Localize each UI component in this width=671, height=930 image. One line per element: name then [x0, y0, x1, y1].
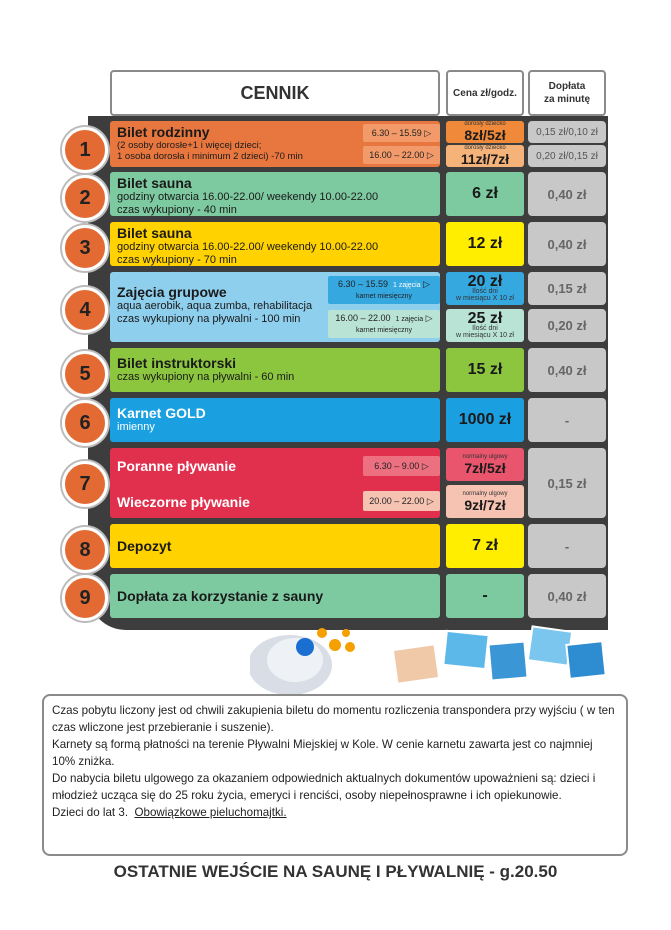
- price-5: 15 zł: [446, 348, 524, 392]
- header-surcharge: [528, 70, 606, 116]
- row-sub1: godziny otwarcia 16.00-22.00/ weekendy 10.00-22.00: [117, 241, 379, 253]
- row-sub2: czas wykupiony - 70 min: [117, 253, 237, 266]
- price-note: w miesiącu X 10 zł: [456, 332, 514, 339]
- price-6: 1000 zł: [446, 398, 524, 442]
- header-price-label: Cena zł/godz.: [453, 87, 517, 99]
- note-ulgowy: Do nabycia biletu ulgowego za okazaniem odpowiednich aktualnych dokumentów upoważnieni są: dzieci i młodzież ucząca się do 25 roku życia, emeryci i renciści, osoby niepełnosprawne i ich opiekunowie.: [52, 772, 596, 802]
- row-bilet-sauna-40: [110, 172, 440, 216]
- row-sub1: czas wykupiony na pływalni - 60 min: [117, 371, 295, 383]
- surcharge-7: 0,15 zł: [528, 448, 606, 518]
- row-number-4: 4: [62, 287, 108, 333]
- row-number-5: 5: [62, 351, 108, 397]
- surcharge-6: -: [528, 398, 606, 442]
- row-title: Bilet sauna: [117, 225, 192, 241]
- header-cennik: [110, 70, 440, 116]
- row-number-7: 7: [62, 461, 108, 507]
- price-9: -: [446, 574, 524, 618]
- notes-box: [42, 694, 628, 856]
- surcharge-9: 0,40 zł: [528, 574, 606, 618]
- price-2: 6 zł: [446, 172, 524, 216]
- row-title: Depozyt: [117, 538, 172, 554]
- note-transponder: Czas pobytu liczony jest od chwili zakupienia biletu do momentu rozliczenia transpondera przy wyjściu ( w ten czas wliczone jest przebieranie i suszenie).: [52, 704, 615, 734]
- row-bilet-instruktorski: [110, 348, 440, 392]
- note-pieluchomajtki: Obowiązkowe pieluchomajtki.: [134, 806, 287, 819]
- row-title: Karnet GOLD: [117, 405, 206, 421]
- row-sub1: godziny otwarcia 16.00-22.00/ weekendy 10.00-22.00: [117, 191, 379, 203]
- row-title: Bilet instruktorski: [117, 355, 237, 371]
- surcharge-8: -: [528, 524, 606, 568]
- row-sub1: aqua aerobik, aqua zumba, rehabilitacja: [117, 300, 313, 312]
- row-bilet-sauna-70: [110, 222, 440, 266]
- price-7b: [446, 485, 524, 518]
- time-label: 20.00 – 22.00: [369, 496, 425, 506]
- time-label: 16.00 – 22.00: [369, 150, 425, 160]
- time-slot-7b: 20.00 – 22.00 ▷: [363, 491, 440, 511]
- price-1b: [446, 145, 524, 167]
- row-title-morning: Poranne pływanie: [117, 458, 237, 474]
- surcharge-4b: 0,20 zł: [528, 309, 606, 342]
- time-slot-7a: 6.30 – 9.00 ▷: [363, 456, 440, 476]
- price-tiny-label: dorosły dziecko: [464, 145, 506, 151]
- decorative-photo-collage: [250, 625, 620, 695]
- row-number-8: 8: [62, 527, 108, 573]
- row-title: Zajęcia grupowe: [117, 284, 227, 300]
- row-number-9: 9: [62, 575, 108, 621]
- surcharge-1b: 0,20 zł/0,15 zł: [528, 145, 606, 167]
- time-sublabel: 1 zajęcia: [395, 315, 424, 323]
- row-depozyt: [110, 524, 440, 568]
- surcharge-1a: 0,15 zł/0,10 zł: [528, 121, 606, 143]
- surcharge-3: 0,40 zł: [528, 222, 606, 266]
- price-tiny-label: normalny ulgowy: [462, 453, 508, 460]
- price-tiny-label: normalny ulgowy: [462, 490, 508, 497]
- row-karnet-gold: [110, 398, 440, 442]
- price-value: 7zł/5zł: [464, 459, 506, 476]
- price-4b: [446, 309, 524, 342]
- price-value: 8zł/5zł: [464, 127, 506, 143]
- price-value: 11zł/7zł: [460, 151, 510, 167]
- row-number-3: 3: [62, 225, 108, 271]
- surcharge-5: 0,40 zł: [528, 348, 606, 392]
- note-dzieci-text: Dzieci do lat 3.: [52, 806, 129, 819]
- footer-last-entry: OSTATNIE WEJŚCIE NA SAUNĘ I PŁYWALNIĘ - g.20.50: [113, 862, 558, 881]
- row-number-1: 1: [62, 127, 108, 173]
- row-title: Bilet rodzinny: [117, 124, 210, 140]
- time-label: 6.30 – 15.59: [337, 278, 388, 289]
- time-sublabel: karnet miesięczny: [355, 326, 413, 334]
- header-surcharge-line2: za minutę: [543, 94, 591, 105]
- row-title: Dopłata za korzystanie z sauny: [117, 588, 324, 604]
- price-tiny-label: dorosły dziecko: [464, 121, 506, 127]
- note-dzieci: [52, 804, 618, 821]
- time-slot-1a: 6.30 – 15.59 ▷: [363, 124, 440, 142]
- time-label: 6.30 – 9.00: [374, 461, 420, 471]
- header-price: [446, 70, 524, 116]
- row-sub2: 1 osoba dorosła i minimum 2 dzieci) -70 min: [117, 151, 303, 162]
- header-surcharge-line1: Dopłata: [548, 81, 586, 92]
- price-note: Ilość dni: [472, 288, 498, 295]
- time-sublabel: karnet miesięczny: [355, 292, 413, 300]
- header-cennik-label: CENNIK: [240, 82, 310, 103]
- time-sublabel: 1 zajęcia: [393, 281, 421, 289]
- price-value: 25 zł: [467, 310, 503, 327]
- time-slot-4a: 6.30 – 15.59 1 zajęcia ▷ karnet miesięczny: [328, 276, 440, 304]
- price-note: Ilość dni: [472, 325, 498, 332]
- row-sub2: czas wykupiony na pływalni - 100 min: [117, 312, 301, 325]
- surcharge-2: 0,40 zł: [528, 172, 606, 216]
- row-number-2: 2: [62, 175, 108, 221]
- price-1a: [446, 121, 524, 143]
- surcharge-4a: 0,15 zł: [528, 272, 606, 305]
- price-3: 12 zł: [446, 222, 524, 266]
- row-title-evening: Wieczorne pływanie: [117, 494, 250, 510]
- note-karnety: Karnety są formą płatności na terenie Pływalni Miejskiej w Kole. W cenie karnetu zawarta jest co najmniej 10% zniżka.: [52, 738, 593, 768]
- price-note: w miesiącu X 10 zł: [456, 295, 514, 302]
- price-value: 9zł/7zł: [464, 496, 506, 513]
- price-value: 20 zł: [467, 273, 503, 290]
- row-sub1: (2 osoby dorosłe+1 i więcej dzieci;: [117, 140, 262, 151]
- price-4a: [446, 272, 524, 305]
- time-label: 16.00 – 22.00: [335, 312, 391, 323]
- time-slot-1b: 16.00 – 22.00 ▷: [363, 146, 440, 164]
- row-doplata-sauna: [110, 574, 440, 618]
- time-label: 6.30 – 15.59: [371, 128, 422, 138]
- time-slot-4b: 16.00 – 22.00 1 zajęcia ▷ karnet miesięczny: [328, 310, 440, 338]
- price-8: 7 zł: [446, 524, 524, 568]
- row-title: Bilet sauna: [117, 175, 192, 191]
- row-sub1: imienny: [117, 421, 155, 433]
- row-number-6: 6: [62, 400, 108, 446]
- row-sub2: czas wykupiony - 40 min: [117, 203, 237, 216]
- price-7a: [446, 448, 524, 481]
